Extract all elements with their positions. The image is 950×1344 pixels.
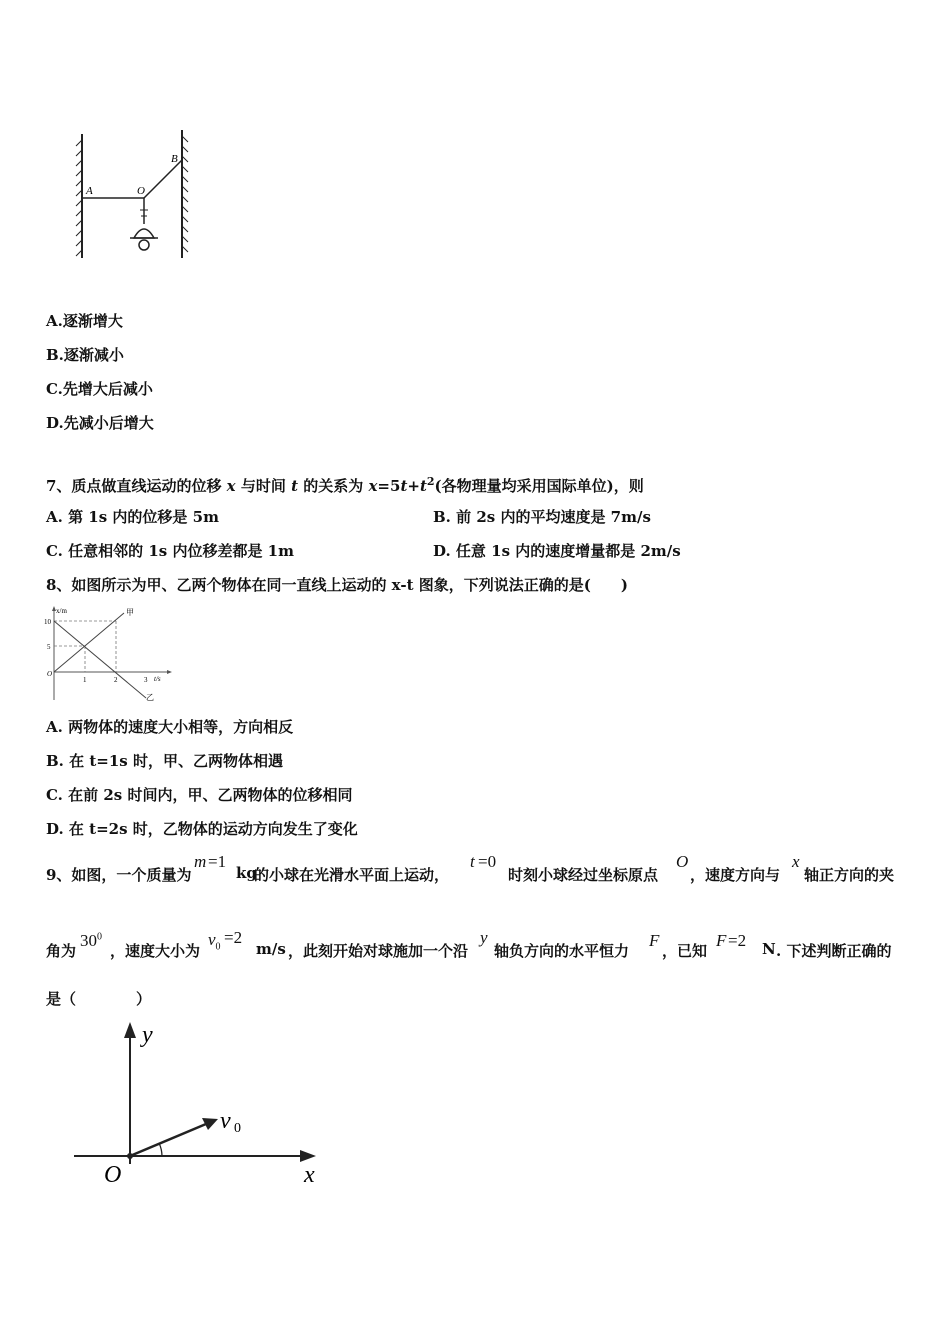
q8-option-d: D. 在 t=2s 时，乙物体的运动方向发生了变化 xyxy=(46,820,358,838)
q6-option-a: A.逐渐增大 xyxy=(46,312,123,330)
x-tick-1: 1 xyxy=(83,676,87,684)
origin-dot xyxy=(127,1153,133,1159)
q8-option-c: C. 在前 2s 时间内，甲、乙两物体的位移相同 xyxy=(46,786,353,804)
label-O: O xyxy=(104,1162,122,1188)
origin-label: O xyxy=(47,670,53,678)
q9-line-3: 是（ ） xyxy=(46,990,152,1008)
x-tick-3: 3 xyxy=(144,676,148,684)
q8-stem: 8、如图所示为甲、乙两个物体在同一直线上运动的 x-t 图象，下列说法正确的是( ) xyxy=(46,576,628,594)
x-axis-arrow xyxy=(300,1150,316,1162)
q9-velocity-figure xyxy=(66,1014,336,1194)
label-A: A xyxy=(86,185,93,197)
q6-option-d: D.先减小后增大 xyxy=(46,414,154,432)
q6-option-b: B.逐渐减小 xyxy=(46,346,124,364)
x-tick-2: 2 xyxy=(114,676,118,684)
y-tick-5: 5 xyxy=(47,643,51,651)
q8-option-b: B. 在 t=1s 时，甲、乙两物体相遇 xyxy=(46,752,283,770)
velocity-vector xyxy=(130,1124,206,1156)
line-yi xyxy=(54,621,146,698)
rope-OB xyxy=(144,160,182,198)
y-tick-10: 10 xyxy=(44,618,51,626)
q9-line-1: 9、如图，一个质量为 m =1 kg 的小球在光滑水平面上运动， t =0 时刻小球经过坐标原点 O ，速度方向与 x 轴正方向的夹 xyxy=(46,852,895,884)
q7-option-b: B. 前 2s 内的平均速度是 7m/s xyxy=(433,508,651,526)
q6-option-c: C.先增大后减小 xyxy=(46,380,153,398)
q6-lamp-figure xyxy=(62,126,202,266)
q8-xt-graph xyxy=(42,604,172,704)
label-x: x xyxy=(304,1162,315,1188)
q7-option-c: C. 任意相邻的 1s 内位移差都是 1m xyxy=(46,542,294,560)
label-v-subscript: 0 xyxy=(234,1121,241,1136)
q7-option-d: D. 任意 1s 内的速度增量都是 2m/s xyxy=(433,542,681,560)
lamp-bulb xyxy=(139,240,149,250)
lamp-shade xyxy=(134,229,154,238)
q7-stem: 7、质点做直线运动的位移 x 与时间 t 的关系为 $x=5t+t^2$(各物理量均采用国际单位)，则 xyxy=(46,475,644,495)
label-B: B xyxy=(171,153,178,165)
label-y: y xyxy=(142,1022,153,1048)
y-axis-arrow xyxy=(124,1022,136,1038)
line-jia xyxy=(54,613,124,672)
label-v: v xyxy=(220,1108,231,1134)
label-yi: 乙 xyxy=(146,693,154,702)
q8-option-a: A. 两物体的速度大小相等，方向相反 xyxy=(46,718,294,736)
label-jia: 甲 xyxy=(126,608,134,617)
q7-option-a: A. 第 1s 内的位移是 5m xyxy=(46,508,219,526)
y-axis-label: x/m xyxy=(56,607,67,615)
q9-line-2: 角为 $30^0$ ，速度大小为 $v_0$ =2 m/s ，此刻开始对球施加一个沿 y 轴负方向的水平恒力 F ，已知 F =2 N . 下述判断正确的 xyxy=(46,928,892,960)
angle-arc xyxy=(159,1143,162,1156)
x-axis-label: t/s xyxy=(154,675,161,683)
label-O: O xyxy=(137,185,145,197)
